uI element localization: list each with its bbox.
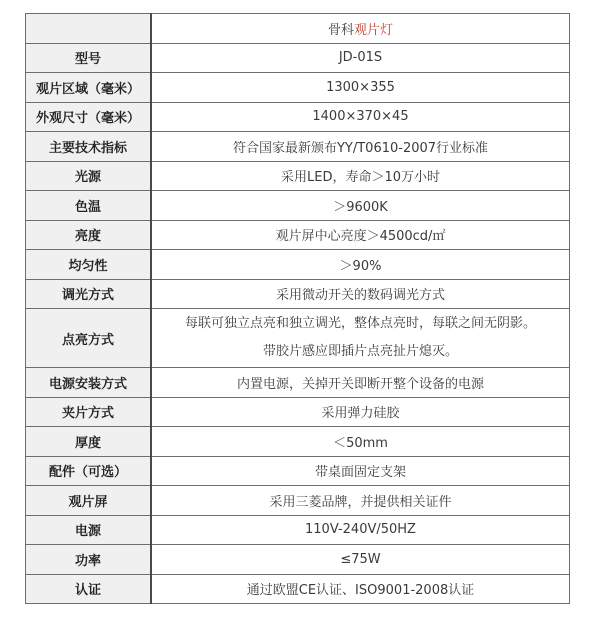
row-value: 采用三菱品牌，并提供相关证件	[151, 486, 570, 516]
row-label: 色温	[26, 191, 152, 221]
table-row	[26, 73, 570, 103]
header-blank-cell	[26, 14, 152, 44]
table-row	[26, 397, 570, 427]
row-value: 1400×370×45	[151, 102, 570, 132]
row-label: 功率	[26, 545, 152, 575]
table-row	[26, 427, 570, 457]
table-row	[26, 574, 570, 604]
table-row	[26, 191, 570, 221]
row-value: 内置电源，关掉开关即断开整个设备的电源	[151, 368, 570, 398]
row-value: 通过欧盟CE认证、ISO9001-2008认证	[151, 574, 570, 604]
table-header-row	[26, 14, 570, 44]
table-row	[26, 309, 570, 368]
table-row	[26, 220, 570, 250]
row-value: 采用微动开关的数码调光方式	[151, 279, 570, 309]
row-label: 光源	[26, 161, 152, 191]
row-label: 点亮方式	[26, 309, 152, 368]
row-value: 符合国家最新颁布YY/T0610-2007行业标准	[151, 132, 570, 162]
row-value: 1300×355	[151, 73, 570, 103]
row-value: 采用弹力硅胶	[151, 397, 570, 427]
row-value: ＞90%	[151, 250, 570, 280]
row-value: 110V-240V/50HZ	[151, 515, 570, 545]
product-title-prefix: 骨科	[327, 22, 354, 38]
row-label: 观片屏	[26, 486, 152, 516]
row-label: 配件（可选）	[26, 456, 152, 486]
table-row	[26, 545, 570, 575]
table-row	[26, 368, 570, 398]
row-label: 主要技术指标	[26, 132, 152, 162]
row-value: 采用LED，寿命＞10万小时	[151, 161, 570, 191]
row-value: 观片屏中心亮度＞4500cd/㎡	[151, 220, 570, 250]
table-row	[26, 43, 570, 73]
row-label: 亮度	[26, 220, 152, 250]
table-row	[26, 102, 570, 132]
table-row	[26, 161, 570, 191]
row-value: ＜50mm	[151, 427, 570, 457]
row-value: JD-01S	[151, 43, 570, 73]
row-label: 型号	[26, 43, 152, 73]
row-label: 观片区域（毫米）	[26, 73, 152, 103]
row-label: 厚度	[26, 427, 152, 457]
table-row	[26, 250, 570, 280]
product-title-accent: 观片灯	[354, 22, 394, 38]
row-label: 电源安装方式	[26, 368, 152, 398]
table-row	[26, 515, 570, 545]
row-value: ＞9600K	[151, 191, 570, 221]
table-row	[26, 279, 570, 309]
table-row	[26, 486, 570, 516]
table-row	[26, 132, 570, 162]
row-value-multiline	[151, 309, 570, 368]
row-label: 认证	[26, 574, 152, 604]
row-label: 调光方式	[26, 279, 152, 309]
row-value: ≤75W	[151, 545, 570, 575]
row-label: 外观尺寸（毫米）	[26, 102, 152, 132]
row-label: 电源	[26, 515, 152, 545]
table-row	[26, 456, 570, 486]
row-value: 带桌面固定支架	[151, 456, 570, 486]
product-title	[151, 14, 570, 44]
spec-table	[25, 13, 570, 604]
row-label: 夹片方式	[26, 397, 152, 427]
row-value-line: 每联可独立点亮和独立调光，整体点亮时，每联之间无阴影。	[184, 316, 536, 331]
row-label: 均匀性	[26, 250, 152, 280]
row-value-line: 带胶片感应即插片点亮扯片熄灭。	[262, 344, 458, 359]
